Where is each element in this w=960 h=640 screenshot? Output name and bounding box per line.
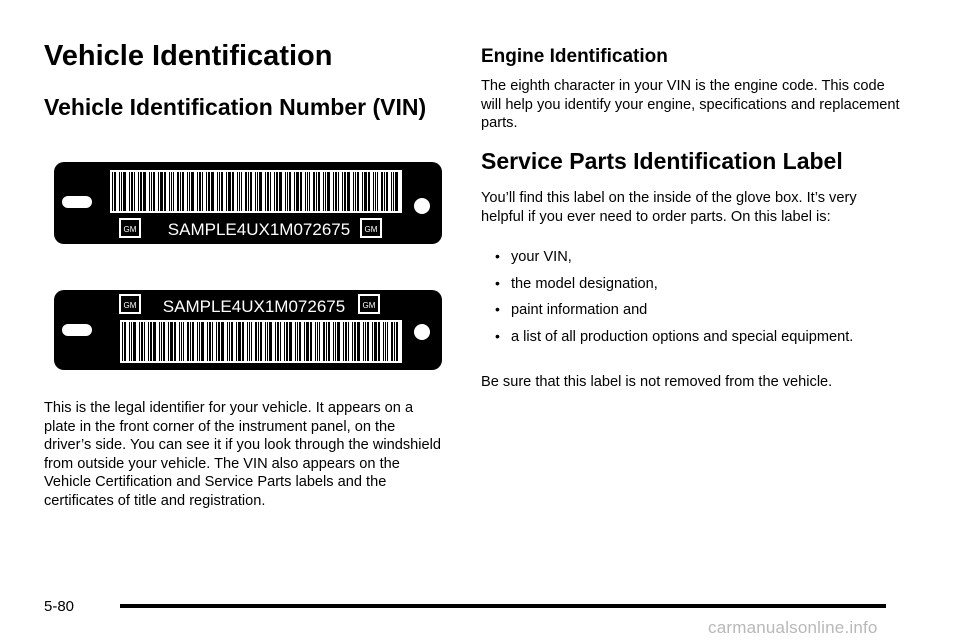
gm-logo-icon (360, 218, 382, 238)
svg-text:GM: GM (364, 225, 378, 234)
page-number: 5-80 (44, 598, 75, 615)
service-parts-list (495, 248, 895, 354)
vin-plate-1 (54, 162, 442, 244)
vin-paragraph: This is the legal identifier for your vehicle. It appears on a plate in the front corner of the instrument panel, on the driver’s side. You can see it if you look through the windshield from outside your vehicle. The VIN also appears on the Vehicle Certification and Service Parts labels and the certificates of title and registration. (44, 400, 441, 509)
plate-slot-left (62, 196, 92, 208)
gm-logo-icon (358, 294, 380, 314)
list-item: • paint information and (495, 301, 648, 319)
gm-logo-icon (119, 294, 141, 314)
svg-text:GM: GM (362, 301, 376, 310)
svg-text:GM: GM (123, 301, 137, 310)
service-parts-closing: Be sure that this label is not removed from the vehicle. (481, 374, 833, 390)
svg-text:GM: GM (123, 225, 137, 234)
barcode (110, 170, 402, 213)
page-title: Vehicle Identification (44, 40, 333, 72)
engine-paragraph: The eighth character in your VIN is the engine code. This code will help you identify your engine, specifications and replacement parts. (481, 78, 900, 132)
vin-plate-2 (54, 290, 442, 370)
vin-text: SAMPLE4UX1M072675 (167, 220, 351, 239)
list-item: • a list of all production options and special equipment. (495, 327, 854, 345)
barcode (120, 320, 402, 363)
plate-hole-right (414, 324, 430, 340)
list-item: • your VIN, (495, 248, 572, 265)
bullet-icon: • (495, 248, 500, 264)
gm-logo-icon (119, 218, 141, 238)
watermark: carmanualsonline.info (708, 618, 878, 637)
vin-text: SAMPLE4UX1M072675 (162, 297, 346, 316)
list-item: • the model designation, (495, 274, 658, 292)
engine-heading: Engine Identification (481, 46, 668, 67)
service-parts-intro: You’ll find this label on the inside of the glove box. It’s very helpful if you ever need to order parts. On this label is: (481, 190, 857, 225)
bullet-icon: • (495, 327, 500, 344)
bullet-icon: • (495, 301, 500, 318)
plate-hole-right (414, 198, 430, 214)
plate-slot-left (62, 324, 92, 336)
bullet-icon: • (495, 274, 500, 291)
footer-rule (120, 604, 886, 608)
vin-heading: Vehicle Identification Number (VIN) (44, 94, 427, 120)
service-parts-heading: Service Parts Identification Label (481, 148, 843, 174)
